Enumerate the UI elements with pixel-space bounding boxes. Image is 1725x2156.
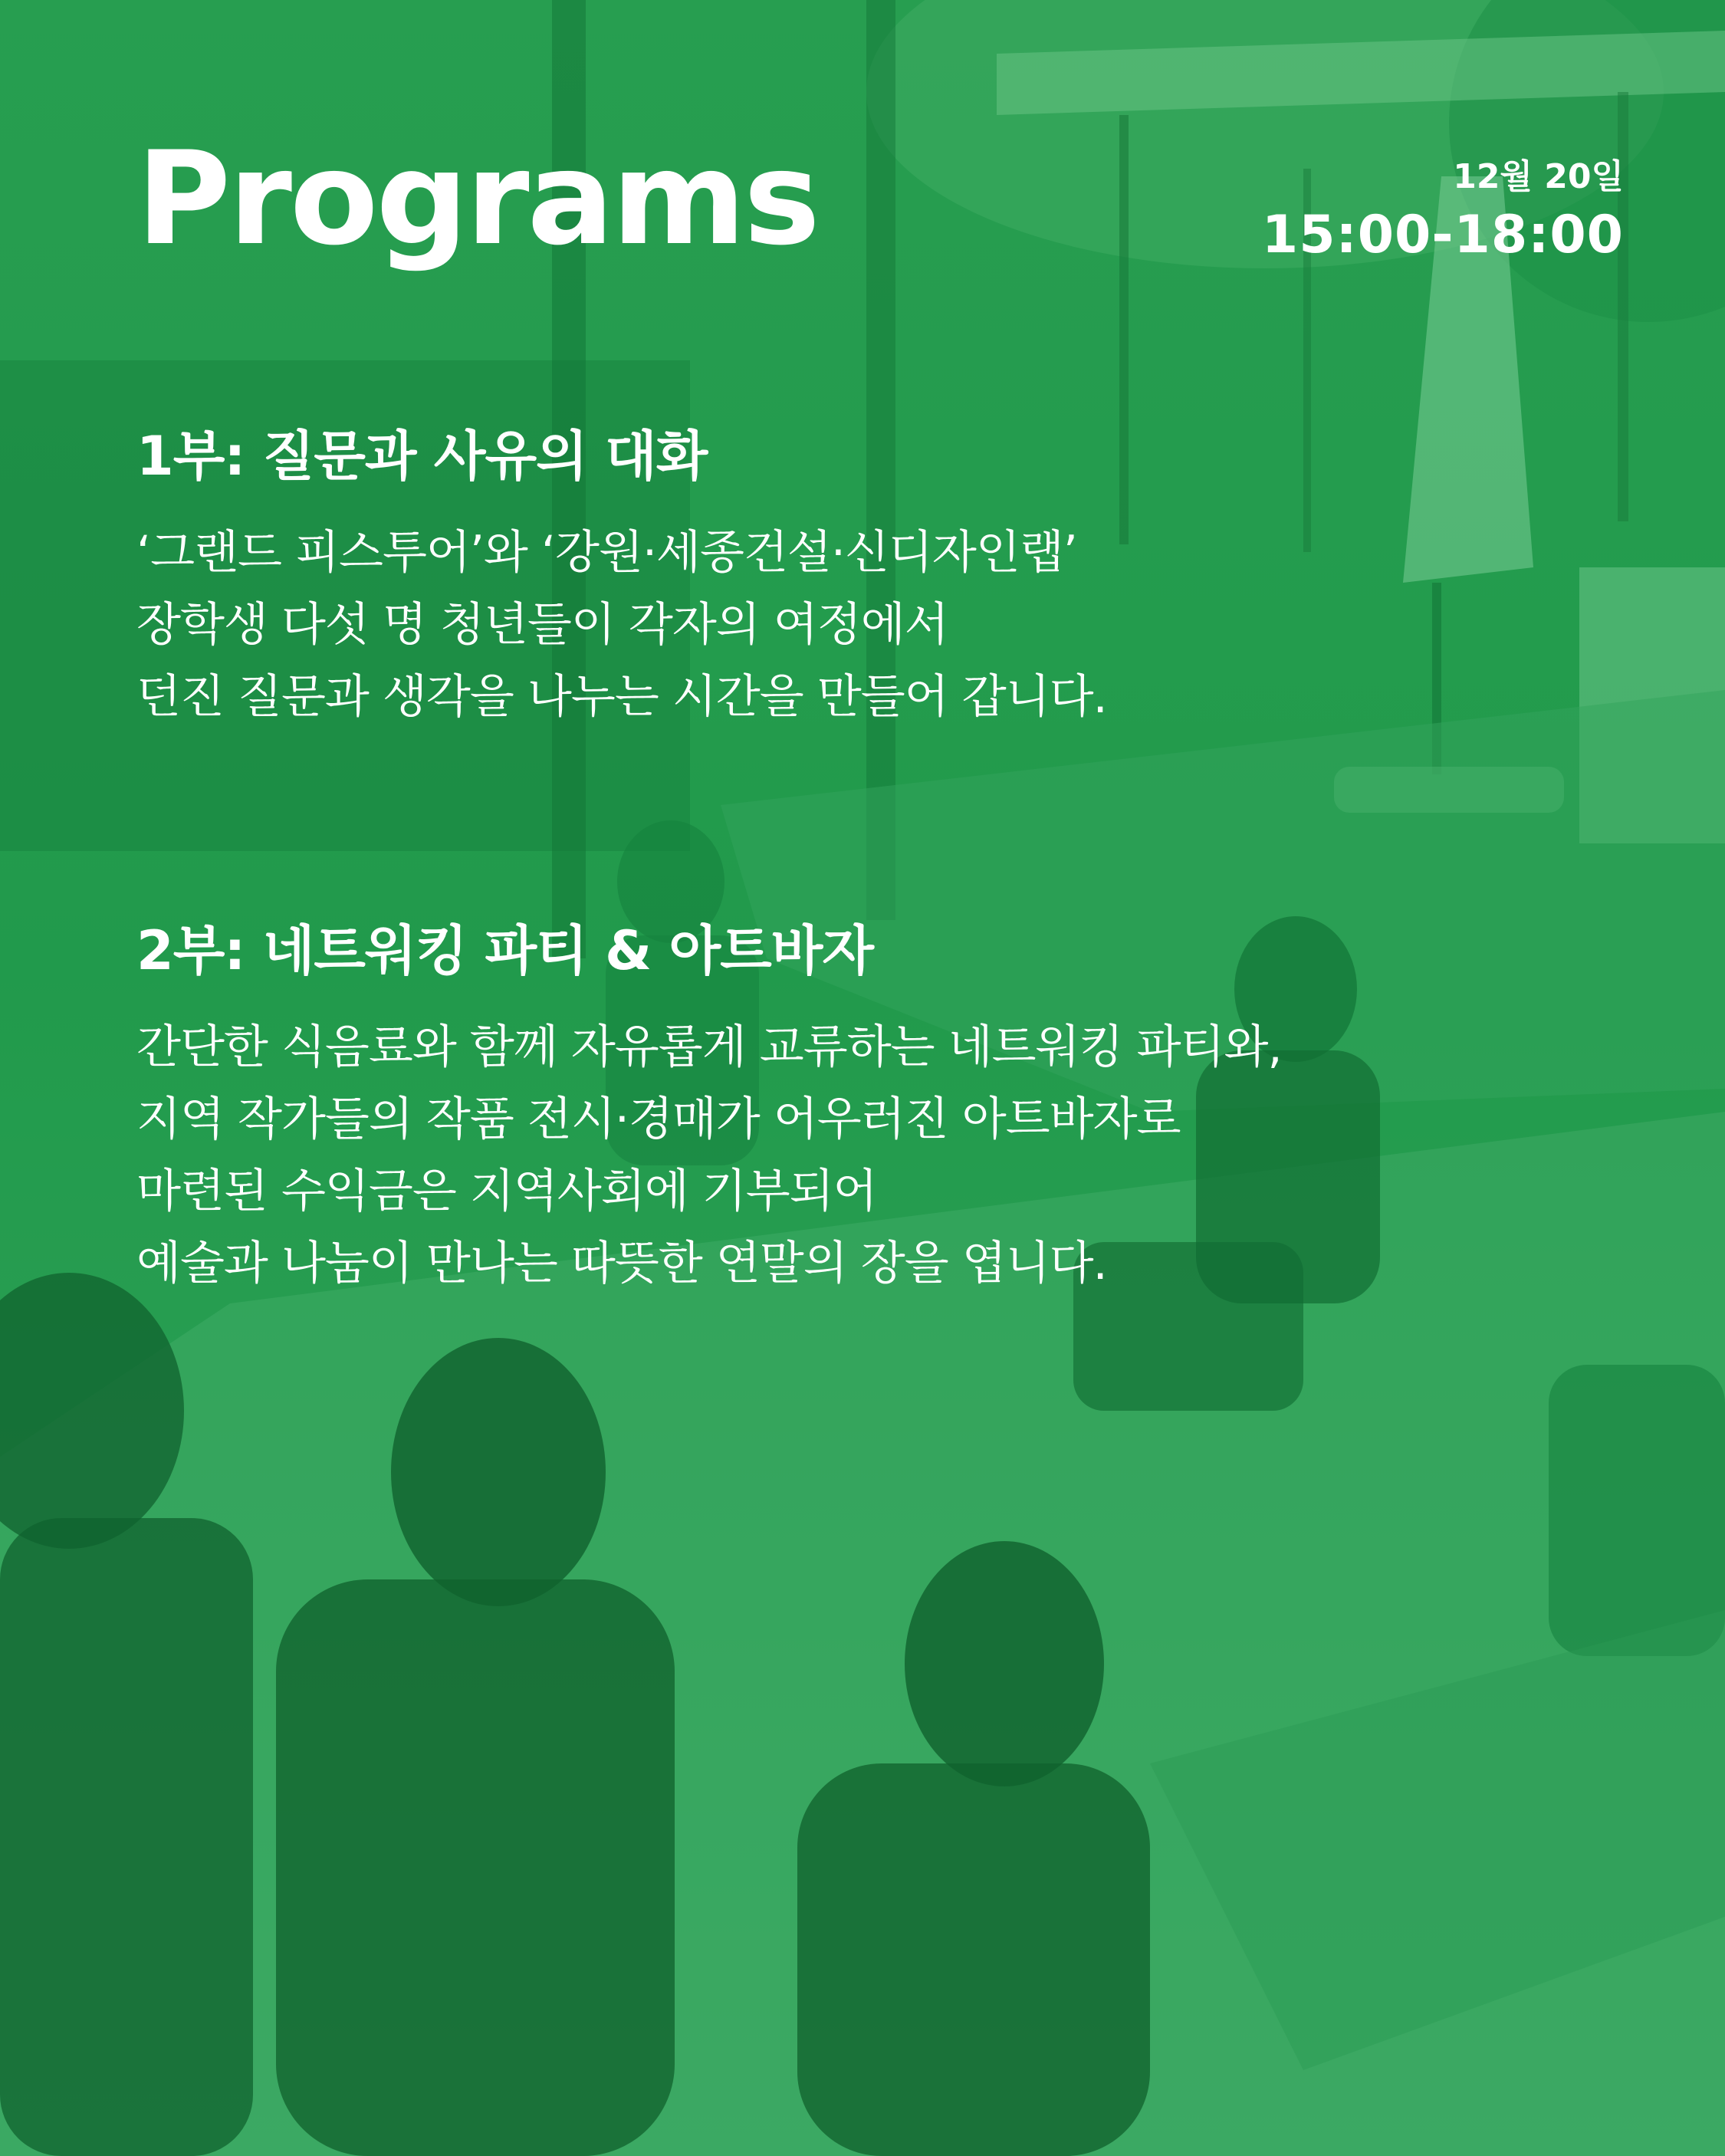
program-part-1-line: ‘그랜드 피스투어’와 ‘강원·세종건설·신디자인랩’ [136, 525, 1077, 580]
program-part-2-line: 마련된 수익금은 지역사회에 기부되어 [136, 1164, 877, 1218]
program-part-2-heading: 2부: 네트워킹 파티 & 아트바자 [136, 919, 874, 982]
program-part-2-line: 지역 작가들의 작품 전시·경매가 어우러진 아트바자로 [136, 1092, 1181, 1146]
program-part-1 [136, 426, 1631, 733]
program-part-2 [136, 920, 1631, 1300]
program-part-2-line: 예술과 나눔이 만나는 따뜻한 연말의 장을 엽니다. [136, 1236, 1107, 1290]
program-part-1-heading: 1부: 질문과 사유의 대화 [136, 425, 708, 488]
program-part-2-line: 간단한 식음료와 함께 자유롭게 교류하는 네트워킹 파티와, [136, 1020, 1282, 1074]
program-part-1-line: 장학생 다섯 명 청년들이 각자의 여정에서 [136, 597, 948, 652]
page-title: Programs [136, 123, 818, 274]
event-datetime [1262, 157, 1624, 266]
event-date: 12월 20일 [1453, 157, 1624, 196]
event-time: 15:00-18:00 [1261, 204, 1624, 265]
program-part-1-line: 던진 질문과 생각을 나누는 시간을 만들어 갑니다. [136, 669, 1107, 724]
